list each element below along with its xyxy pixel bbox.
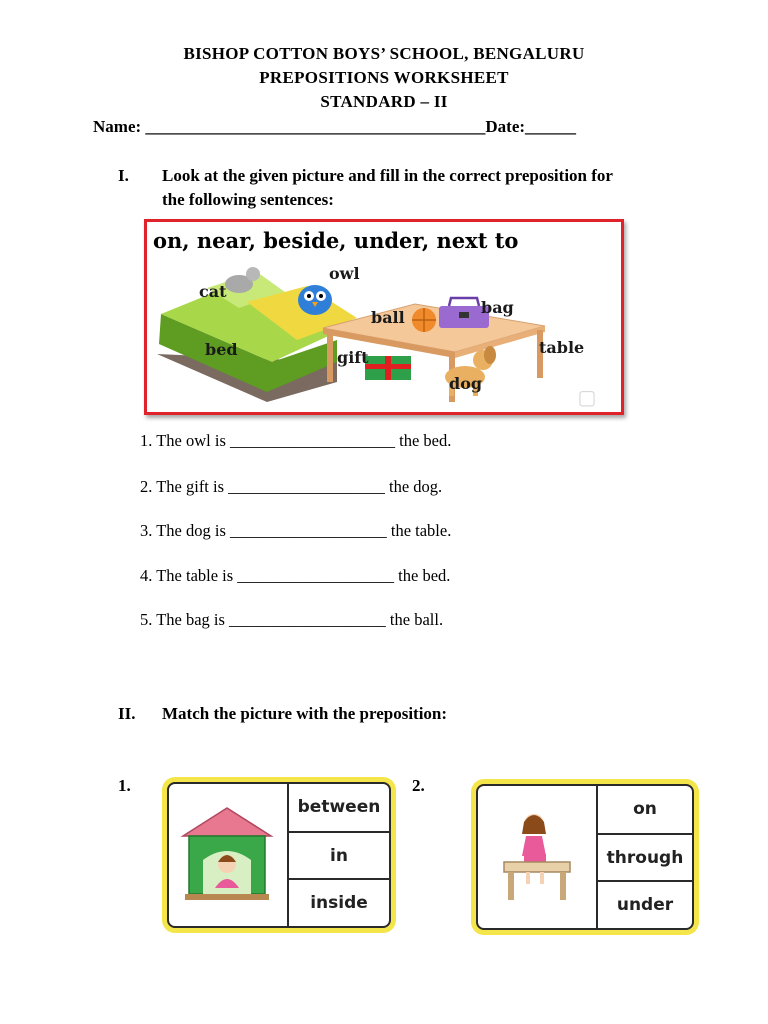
worksheet-title: PREPOSITIONS WORKSHEET xyxy=(259,68,509,87)
match-card-1-option-2[interactable]: in xyxy=(289,831,389,879)
label-dog: dog xyxy=(449,374,483,393)
question-3: 3. The dog is ___________________ the table. xyxy=(140,521,452,540)
match-item-2-number: 2. xyxy=(412,776,425,795)
word-bank: on, near, beside, under, next to xyxy=(153,228,519,253)
school-name: BISHOP COTTON BOYS’ SCHOOL, BENGALURU xyxy=(183,44,585,63)
label-bag: bag xyxy=(481,298,514,317)
label-gift: gift xyxy=(337,348,369,367)
match-card-1 xyxy=(167,782,391,928)
cat-head xyxy=(246,267,260,281)
match-item-1-number: 1. xyxy=(118,776,131,795)
section-1-instruction-line2: the following sentences: xyxy=(162,190,334,209)
question-4: 4. The table is ___________________ the bed. xyxy=(140,566,451,585)
label-table: table xyxy=(539,338,585,357)
section-1-instruction-line1: Look at the given picture and fill in the correct preposition for xyxy=(162,166,613,185)
section-1-instruction xyxy=(162,164,613,212)
table-leg xyxy=(327,332,333,382)
section-2-number: II. xyxy=(118,704,136,723)
match-card-1-picture xyxy=(169,784,289,926)
girl-in-house-icon xyxy=(169,784,287,926)
label-owl: owl xyxy=(329,264,360,283)
match-card-2-option-2[interactable]: through xyxy=(598,833,692,881)
match-card-2-option-3[interactable]: under xyxy=(598,880,692,928)
question-1: 1. The owl is ____________________ the bed. xyxy=(140,431,452,450)
match-card-2-option-1[interactable]: on xyxy=(633,799,657,819)
section-1-number: I. xyxy=(118,166,129,185)
question-5: 5. The bag is ___________________ the ball. xyxy=(140,610,444,629)
match-card-1-option-3[interactable]: inside xyxy=(289,878,389,926)
girl-on-bench-icon xyxy=(478,786,596,928)
label-ball: ball xyxy=(371,308,405,327)
scene-picture xyxy=(144,219,624,415)
section-2-instruction: Match the picture with the preposition: xyxy=(162,704,448,723)
label-cat: cat xyxy=(199,282,227,301)
standard-label: STANDARD – II xyxy=(320,92,448,111)
watermark-graphic: ▢ xyxy=(577,385,597,409)
owl-icon xyxy=(298,285,332,315)
label-bed: bed xyxy=(205,340,238,359)
match-card-2 xyxy=(476,784,694,930)
name-date-line: Name: ________________________________________Date:______ xyxy=(93,117,577,136)
match-card-1-option-1[interactable]: between xyxy=(297,797,381,817)
match-card-2-picture xyxy=(478,786,598,928)
question-2: 2. The gift is ___________________ the dog. xyxy=(140,477,443,496)
